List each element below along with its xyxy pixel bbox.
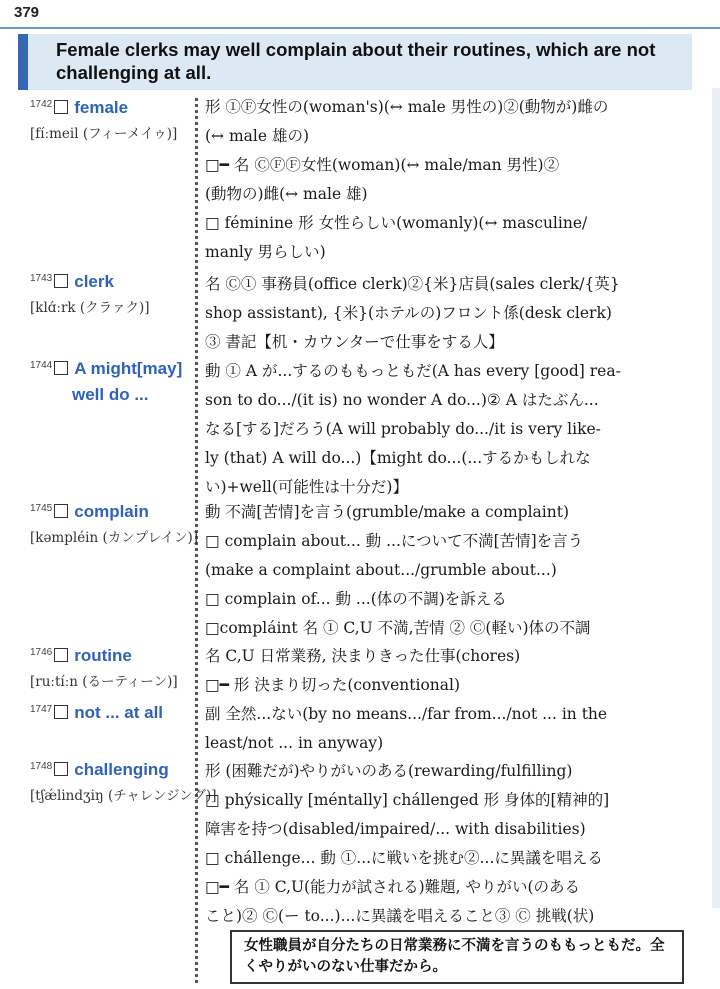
definition-line: □ complain about... 動 ...について不満[苦情]を言う bbox=[205, 532, 584, 550]
definition-line: □ complain of... 動 ...(体の不調)を訴える bbox=[205, 590, 507, 608]
definition bbox=[205, 498, 665, 643]
edge-tab bbox=[712, 88, 720, 908]
headword bbox=[30, 644, 132, 670]
entry-number: 1747 bbox=[30, 704, 53, 715]
definition-line: (↔ male 雄の) bbox=[205, 127, 310, 145]
definition-line: 名 Ⓒ① 事務員(office clerk)②{米}店員(sales clerk/{英} bbox=[205, 275, 620, 293]
translation-summary bbox=[230, 930, 684, 984]
definition-line: □━ 名 ⒸⒻⒻ女性(woman)(↔ male/man 男性)② bbox=[205, 156, 560, 174]
headword bbox=[30, 500, 149, 526]
headword-text: clerk bbox=[74, 272, 114, 291]
definition-line: い)+well(可能性は十分だ)】 bbox=[205, 478, 408, 496]
headword-text: A might[may] bbox=[74, 359, 183, 378]
definition-line: ly (that) A will do...)【might do...(...するかもしれな bbox=[205, 449, 591, 467]
definition-line: (動物の)雌(↔ male 雄) bbox=[205, 185, 368, 203]
checkbox[interactable] bbox=[54, 705, 68, 719]
definition-line: こと)② Ⓒ(ー to...)...に異議を唱えること③ Ⓒ 挑戦(状) bbox=[205, 907, 595, 925]
checkbox[interactable] bbox=[54, 361, 68, 375]
definition-line: son to do.../(it is) no wonder A do...)② A はたぶん... bbox=[205, 391, 599, 409]
checkbox[interactable] bbox=[54, 274, 68, 288]
definition bbox=[205, 700, 665, 758]
definition-line: なる[する]だろう(A will probably do.../it is very like- bbox=[205, 420, 601, 438]
definition-line: □compláint 名 ① C,U 不満,苦情 ② Ⓒ(軽い)体の不調 bbox=[205, 619, 591, 637]
pronunciation: [kəmpléin (カンプレイン)] bbox=[30, 530, 199, 546]
headword bbox=[30, 96, 128, 122]
pronunciation: [klɑ́ːrk (クラァク)] bbox=[30, 300, 150, 316]
definition-line: 副 全然...ない(by no means.../far from.../not ... in the bbox=[205, 705, 608, 723]
definition-line: □━ 名 ① C,U(能力が試される)難題, やりがい(のある bbox=[205, 878, 581, 896]
definition bbox=[205, 270, 665, 357]
summary-text: 女性職員が自分たちの日常業務に不満を言うのももっともだ。全くやりがいのない仕事だから。 bbox=[244, 938, 665, 975]
entry-number: 1748 bbox=[30, 761, 53, 772]
headword-text: challenging bbox=[74, 760, 169, 779]
top-rule bbox=[0, 27, 720, 29]
headword bbox=[30, 758, 169, 784]
headword-text: complain bbox=[74, 502, 149, 521]
pronunciation: [fíːmeil (フィーメイゥ)] bbox=[30, 126, 178, 142]
definition-line: □ féminine 形 女性らしい(womanly)(↔ masculine/ bbox=[205, 214, 588, 232]
checkbox[interactable] bbox=[54, 762, 68, 776]
definition-line: □ chállenge... 動 ①...に戦いを挑む②...に異議を唱える bbox=[205, 849, 603, 867]
headword-text: not ... at all bbox=[74, 703, 164, 722]
headword bbox=[30, 270, 114, 296]
definition bbox=[205, 642, 665, 700]
entry-number: 1742 bbox=[30, 99, 53, 110]
definition-line: shop assistant), {米}(ホテルの)フロント係(desk clerk) bbox=[205, 304, 612, 322]
definition-line: □ phýsically [méntally] chállenged 形 身体的[精神的] bbox=[205, 791, 610, 809]
entry-number: 1746 bbox=[30, 647, 53, 658]
pronunciation: [tʃǽlindʒiŋ (チャレンジング)] bbox=[30, 788, 217, 804]
headword-line2: well do ... bbox=[72, 385, 149, 404]
definition-line: 動 ① A が...するのももっともだ(A has every [good] rea- bbox=[205, 362, 621, 380]
entry-number: 1745 bbox=[30, 503, 53, 514]
headword bbox=[30, 701, 163, 727]
definition bbox=[205, 757, 665, 931]
headword bbox=[30, 357, 182, 406]
sentence-banner bbox=[18, 34, 692, 90]
definition-line: 形 ①Ⓕ女性の(woman's)(↔ male 男性の)②(動物が)雌の bbox=[205, 98, 609, 116]
banner-sentence: Female clerks may well complain about their routines, which are not challenging at all. bbox=[56, 39, 656, 83]
checkbox[interactable] bbox=[54, 504, 68, 518]
entry-number: 1743 bbox=[30, 273, 53, 284]
headword-text: female bbox=[74, 98, 129, 117]
definition-line: 形 (困難だが)やりがいのある(rewarding/fulfilling) bbox=[205, 762, 573, 780]
definition-line: 動 不満[苦情]を言う(grumble/make a complaint) bbox=[205, 503, 570, 521]
entry-number: 1744 bbox=[30, 360, 53, 371]
definition-line: 名 C,U 日常業務, 決まりきった仕事(chores) bbox=[205, 647, 521, 665]
definition-line: □━ 形 決まり切った(conventional) bbox=[205, 676, 461, 694]
checkbox[interactable] bbox=[54, 100, 68, 114]
definition-line: 障害を持つ(disabled/impaired/... with disabilities) bbox=[205, 820, 586, 838]
checkbox[interactable] bbox=[54, 648, 68, 662]
page-number: 379 bbox=[14, 4, 40, 21]
definition-line: ③ 書記【机・カウンターで仕事をする人】 bbox=[205, 333, 504, 351]
definition bbox=[205, 357, 665, 502]
banner-accent-bar bbox=[18, 34, 28, 90]
pronunciation: [ruːtíːn (るーティーン)] bbox=[30, 674, 178, 690]
definition bbox=[205, 93, 665, 267]
definition-line: least/not ... in anyway) bbox=[205, 734, 384, 752]
definition-line: (make a complaint about.../grumble about...) bbox=[205, 561, 557, 579]
definition-line: manly 男らしい) bbox=[205, 243, 326, 261]
headword-text: routine bbox=[74, 646, 132, 665]
